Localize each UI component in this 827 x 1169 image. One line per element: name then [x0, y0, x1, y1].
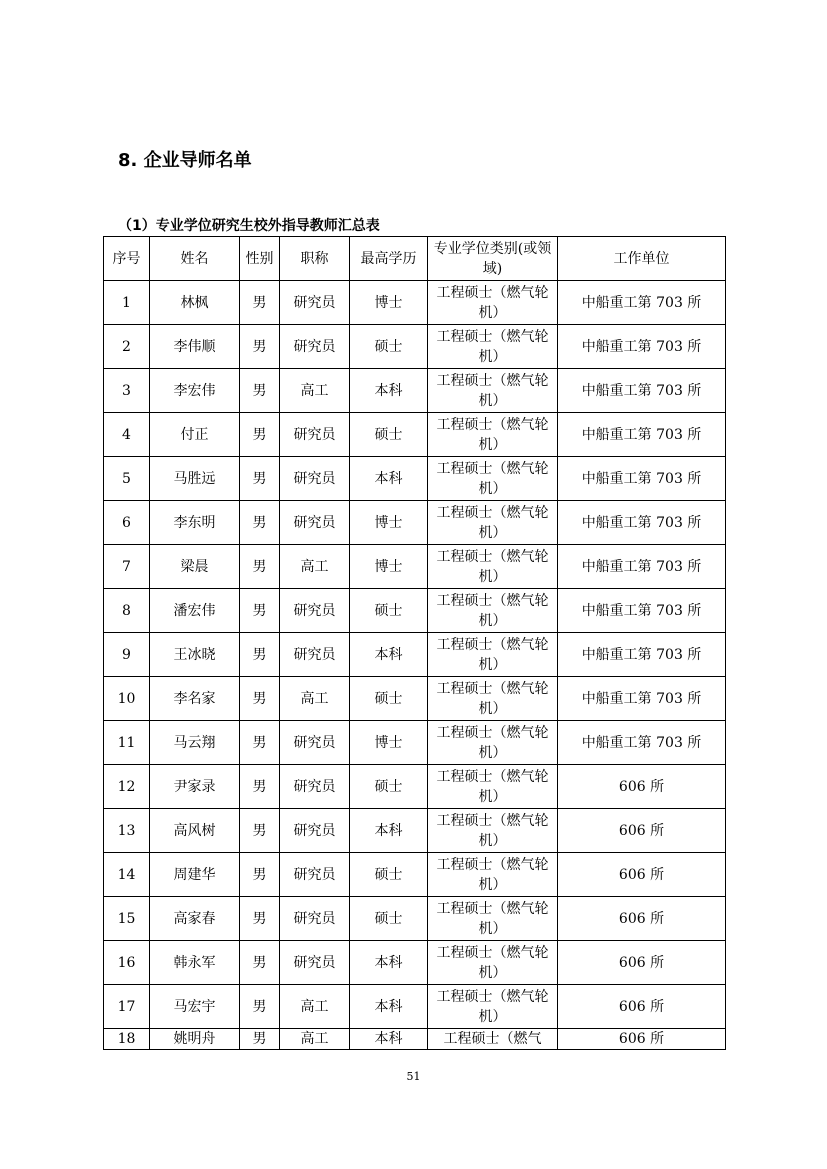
cell-name: 马胜远 — [150, 457, 240, 501]
cell-gender: 男 — [240, 677, 280, 721]
cell-name: 付正 — [150, 413, 240, 457]
cell-title: 高工 — [280, 677, 350, 721]
table-row — [104, 1029, 726, 1050]
table-row — [104, 633, 726, 677]
cell-field: 工程硕士（燃气轮机） — [428, 765, 558, 809]
cell-name: 李名家 — [150, 677, 240, 721]
header-unit: 工作单位 — [558, 237, 726, 281]
cell-gender: 男 — [240, 765, 280, 809]
cell-unit: 606 所 — [558, 985, 726, 1029]
cell-unit: 606 所 — [558, 765, 726, 809]
cell-field: 工程硕士（燃气轮机） — [428, 985, 558, 1029]
cell-name: 高风树 — [150, 809, 240, 853]
cell-degree: 硕士 — [350, 897, 428, 941]
cell-title: 研究员 — [280, 721, 350, 765]
cell-no: 10 — [104, 677, 150, 721]
cell-degree: 本科 — [350, 1029, 428, 1050]
cell-unit: 中船重工第 703 所 — [558, 325, 726, 369]
cell-title: 研究员 — [280, 281, 350, 325]
cell-unit: 606 所 — [558, 1029, 726, 1050]
table-row — [104, 413, 726, 457]
table-row — [104, 809, 726, 853]
cell-name: 潘宏伟 — [150, 589, 240, 633]
cell-unit: 中船重工第 703 所 — [558, 281, 726, 325]
cell-degree: 博士 — [350, 281, 428, 325]
header-title: 职称 — [280, 237, 350, 281]
cell-unit: 中船重工第 703 所 — [558, 545, 726, 589]
cell-field: 工程硕士（燃气轮机） — [428, 457, 558, 501]
cell-name: 李伟顺 — [150, 325, 240, 369]
table-caption: （1）专业学位研究生校外指导教师汇总表 — [118, 218, 380, 234]
cell-no: 17 — [104, 985, 150, 1029]
cell-gender: 男 — [240, 1029, 280, 1050]
cell-gender: 男 — [240, 809, 280, 853]
table-row — [104, 897, 726, 941]
cell-name: 李东明 — [150, 501, 240, 545]
table-row — [104, 765, 726, 809]
cell-unit: 606 所 — [558, 809, 726, 853]
cell-no: 6 — [104, 501, 150, 545]
cell-name: 王冰晓 — [150, 633, 240, 677]
cell-no: 12 — [104, 765, 150, 809]
cell-gender: 男 — [240, 633, 280, 677]
cell-title: 研究员 — [280, 897, 350, 941]
cell-unit: 中船重工第 703 所 — [558, 633, 726, 677]
cell-gender: 男 — [240, 853, 280, 897]
page-number: 51 — [406, 1070, 421, 1083]
cell-field: 工程硕士（燃气轮机） — [428, 809, 558, 853]
cell-title: 研究员 — [280, 941, 350, 985]
cell-name: 李宏伟 — [150, 369, 240, 413]
table-row — [104, 589, 726, 633]
cell-name: 韩永军 — [150, 941, 240, 985]
cell-gender: 男 — [240, 545, 280, 589]
cell-title: 研究员 — [280, 809, 350, 853]
cell-no: 18 — [104, 1029, 150, 1050]
cell-field: 工程硕士（燃气轮机） — [428, 897, 558, 941]
cell-no: 16 — [104, 941, 150, 985]
cell-title: 研究员 — [280, 457, 350, 501]
cell-gender: 男 — [240, 281, 280, 325]
cell-field: 工程硕士（燃气轮机） — [428, 589, 558, 633]
cell-gender: 男 — [240, 413, 280, 457]
cell-field: 工程硕士（燃气轮机） — [428, 281, 558, 325]
cell-field: 工程硕士（燃气 — [428, 1029, 558, 1050]
cell-degree: 本科 — [350, 633, 428, 677]
cell-title: 研究员 — [280, 325, 350, 369]
cell-unit: 606 所 — [558, 853, 726, 897]
cell-unit: 606 所 — [558, 941, 726, 985]
table-row — [104, 985, 726, 1029]
cell-unit: 中船重工第 703 所 — [558, 413, 726, 457]
table-row — [104, 941, 726, 985]
cell-title: 高工 — [280, 1029, 350, 1050]
cell-degree: 本科 — [350, 985, 428, 1029]
cell-gender: 男 — [240, 369, 280, 413]
cell-degree: 博士 — [350, 545, 428, 589]
cell-field: 工程硕士（燃气轮机） — [428, 501, 558, 545]
cell-field: 工程硕士（燃气轮机） — [428, 633, 558, 677]
table-row — [104, 853, 726, 897]
cell-degree: 硕士 — [350, 765, 428, 809]
cell-degree: 硕士 — [350, 677, 428, 721]
header-gender: 性别 — [240, 237, 280, 281]
section-title: 8. 企业导师名单 — [118, 150, 252, 171]
cell-degree: 本科 — [350, 809, 428, 853]
cell-title: 高工 — [280, 545, 350, 589]
cell-degree: 硕士 — [350, 413, 428, 457]
cell-field: 工程硕士（燃气轮机） — [428, 545, 558, 589]
cell-field: 工程硕士（燃气轮机） — [428, 721, 558, 765]
cell-field: 工程硕士（燃气轮机） — [428, 413, 558, 457]
cell-gender: 男 — [240, 941, 280, 985]
cell-no: 15 — [104, 897, 150, 941]
cell-name: 林枫 — [150, 281, 240, 325]
table-row — [104, 369, 726, 413]
cell-gender: 男 — [240, 457, 280, 501]
cell-no: 2 — [104, 325, 150, 369]
cell-title: 研究员 — [280, 853, 350, 897]
cell-degree: 硕士 — [350, 589, 428, 633]
table-row — [104, 457, 726, 501]
cell-title: 高工 — [280, 369, 350, 413]
cell-field: 工程硕士（燃气轮机） — [428, 941, 558, 985]
table-header-row — [104, 237, 726, 281]
cell-degree: 硕士 — [350, 853, 428, 897]
cell-degree: 博士 — [350, 501, 428, 545]
cell-title: 高工 — [280, 985, 350, 1029]
cell-no: 1 — [104, 281, 150, 325]
cell-title: 研究员 — [280, 589, 350, 633]
table-row — [104, 545, 726, 589]
cell-field: 工程硕士（燃气轮机） — [428, 677, 558, 721]
cell-unit: 中船重工第 703 所 — [558, 457, 726, 501]
cell-unit: 中船重工第 703 所 — [558, 677, 726, 721]
cell-title: 研究员 — [280, 501, 350, 545]
header-name: 姓名 — [150, 237, 240, 281]
cell-unit: 中船重工第 703 所 — [558, 369, 726, 413]
cell-name: 姚明舟 — [150, 1029, 240, 1050]
cell-field: 工程硕士（燃气轮机） — [428, 369, 558, 413]
cell-unit: 中船重工第 703 所 — [558, 501, 726, 545]
cell-gender: 男 — [240, 325, 280, 369]
header-no: 序号 — [104, 237, 150, 281]
cell-name: 高家春 — [150, 897, 240, 941]
cell-no: 5 — [104, 457, 150, 501]
cell-no: 14 — [104, 853, 150, 897]
cell-gender: 男 — [240, 589, 280, 633]
cell-title: 研究员 — [280, 633, 350, 677]
cell-title: 研究员 — [280, 765, 350, 809]
cell-field: 工程硕士（燃气轮机） — [428, 853, 558, 897]
cell-unit: 606 所 — [558, 897, 726, 941]
cell-name: 马宏宇 — [150, 985, 240, 1029]
header-degree: 最高学历 — [350, 237, 428, 281]
table-row — [104, 325, 726, 369]
cell-name: 尹家录 — [150, 765, 240, 809]
cell-unit: 中船重工第 703 所 — [558, 589, 726, 633]
cell-degree: 本科 — [350, 457, 428, 501]
cell-no: 8 — [104, 589, 150, 633]
cell-degree: 本科 — [350, 941, 428, 985]
cell-gender: 男 — [240, 501, 280, 545]
cell-degree: 博士 — [350, 721, 428, 765]
cell-no: 9 — [104, 633, 150, 677]
cell-no: 7 — [104, 545, 150, 589]
cell-gender: 男 — [240, 985, 280, 1029]
cell-name: 梁晨 — [150, 545, 240, 589]
table-row — [104, 281, 726, 325]
cell-title: 研究员 — [280, 413, 350, 457]
cell-degree: 硕士 — [350, 325, 428, 369]
cell-gender: 男 — [240, 721, 280, 765]
table-row — [104, 501, 726, 545]
mentor-table — [103, 236, 726, 1050]
cell-name: 马云翔 — [150, 721, 240, 765]
cell-no: 3 — [104, 369, 150, 413]
cell-field: 工程硕士（燃气轮机） — [428, 325, 558, 369]
cell-name: 周建华 — [150, 853, 240, 897]
header-field: 专业学位类别(或领域) — [428, 237, 558, 281]
cell-no: 4 — [104, 413, 150, 457]
table-row — [104, 677, 726, 721]
cell-unit: 中船重工第 703 所 — [558, 721, 726, 765]
cell-no: 13 — [104, 809, 150, 853]
cell-no: 11 — [104, 721, 150, 765]
table-row — [104, 721, 726, 765]
cell-degree: 本科 — [350, 369, 428, 413]
table-body — [104, 281, 726, 1050]
cell-gender: 男 — [240, 897, 280, 941]
